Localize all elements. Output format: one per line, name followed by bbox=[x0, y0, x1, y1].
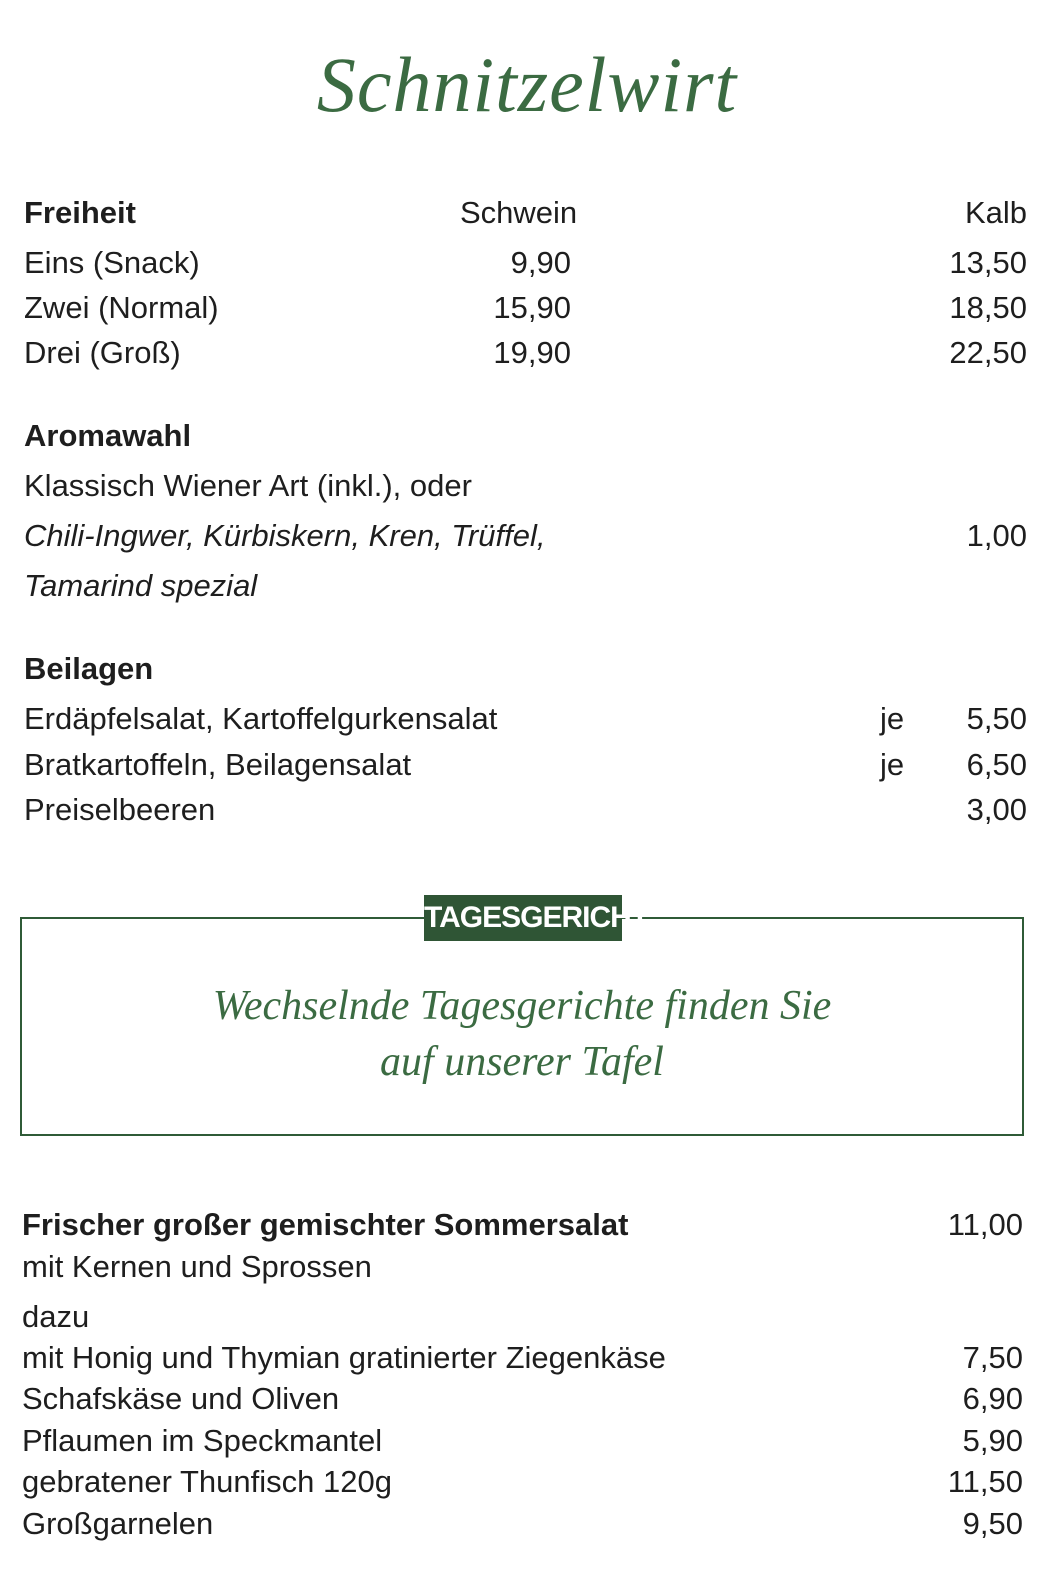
item-price: 11,50 bbox=[947, 1464, 1023, 1499]
item-price: 6,50 bbox=[966, 747, 1027, 782]
item-name: Drei (Groß) bbox=[24, 335, 181, 370]
price-schwein: 15,90 bbox=[493, 290, 571, 325]
price-schwein: 9,90 bbox=[510, 245, 571, 280]
aromawahl-line: Chili-Ingwer, Kürbiskern, Kren, Trüffel, bbox=[24, 518, 546, 553]
salat-title: Frischer großer gemischter Sommersalat bbox=[22, 1207, 629, 1242]
item-name: Schafskäse und Oliven bbox=[22, 1381, 340, 1416]
price-kalb: 22,50 bbox=[949, 335, 1027, 370]
tagesgericht-text: Wechselnde Tagesgerichte finden Sie bbox=[212, 983, 832, 1029]
item-price: 5,50 bbox=[966, 701, 1027, 736]
price-schwein: 19,90 bbox=[493, 335, 571, 370]
price-kalb: 13,50 bbox=[949, 245, 1027, 280]
freiheit-heading: Freiheit bbox=[24, 195, 136, 230]
item-name: Großgarnelen bbox=[22, 1506, 214, 1541]
item-price: 3,00 bbox=[966, 792, 1027, 827]
item-name: Preiselbeeren bbox=[24, 792, 216, 827]
item-price: 6,90 bbox=[962, 1381, 1023, 1416]
tagesgericht-badge: TAGESGERICHT bbox=[424, 895, 622, 941]
tagesgericht-text: auf unserer Tafel bbox=[380, 1039, 664, 1085]
item-price: 7,50 bbox=[962, 1340, 1023, 1375]
item-name: Eins (Snack) bbox=[24, 245, 200, 280]
item-name: gebratener Thunfisch 120g bbox=[22, 1464, 392, 1499]
aromawahl-line: Klassisch Wiener Art (inkl.), oder bbox=[24, 468, 472, 503]
item-price: 5,90 bbox=[962, 1423, 1023, 1458]
item-name: Bratkartoffeln, Beilagensalat bbox=[24, 747, 412, 782]
item-name: Erdäpfelsalat, Kartoffelgurkensalat bbox=[24, 701, 498, 736]
item-name: Zwei (Normal) bbox=[24, 290, 219, 325]
item-price: 9,50 bbox=[962, 1506, 1023, 1541]
restaurant-title: Schnitzelwirt bbox=[316, 41, 738, 128]
je-label: je bbox=[880, 747, 905, 782]
col-header-schwein: Schwein bbox=[460, 195, 578, 230]
dazu-label: dazu bbox=[22, 1299, 90, 1334]
item-name: Pflaumen im Speckmantel bbox=[22, 1423, 383, 1458]
salat-price: 11,00 bbox=[947, 1207, 1023, 1242]
salat-subtitle: mit Kernen und Sprossen bbox=[22, 1249, 372, 1284]
item-name: mit Honig und Thymian gratinierter Ziegenkäse bbox=[22, 1340, 666, 1375]
aromawahl-price: 1,00 bbox=[966, 518, 1027, 553]
aromawahl-heading: Aromawahl bbox=[24, 418, 192, 453]
aromawahl-line: Tamarind spezial bbox=[24, 568, 258, 603]
beilagen-heading: Beilagen bbox=[24, 651, 154, 686]
price-kalb: 18,50 bbox=[949, 290, 1027, 325]
col-header-kalb: Kalb bbox=[964, 195, 1027, 230]
je-label: je bbox=[880, 701, 905, 736]
